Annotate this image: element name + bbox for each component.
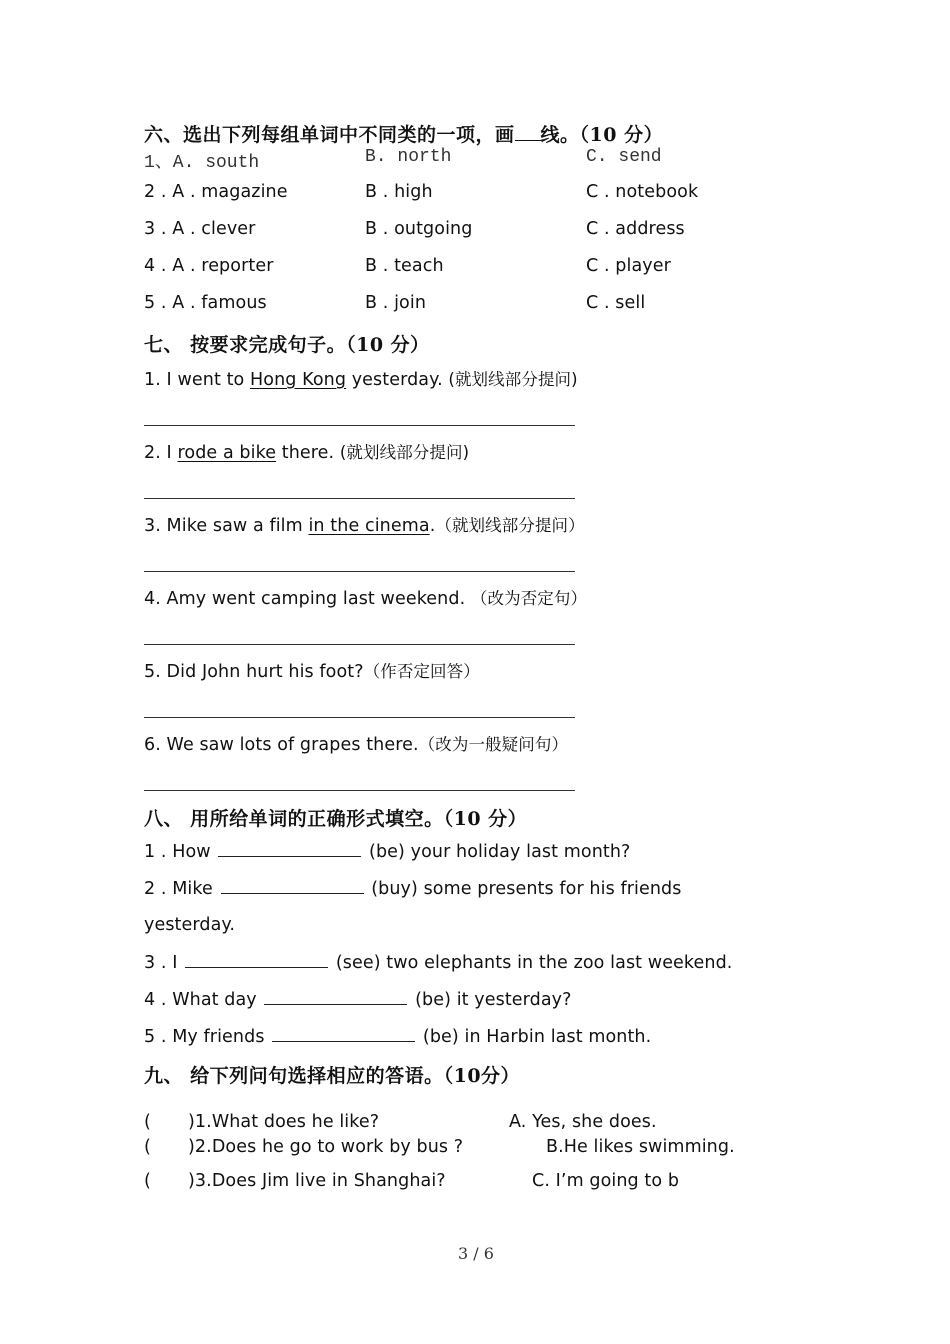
answer-paren[interactable]: ( bbox=[144, 1112, 151, 1132]
underlined-phrase: Hong Kong bbox=[250, 370, 347, 390]
s6-item1-a: 1、A. south bbox=[144, 153, 260, 173]
answer-line-5[interactable] bbox=[144, 717, 575, 718]
answer-paren[interactable]: ( bbox=[144, 1171, 151, 1191]
s7-item2: 2. I rode a bike there. (就划线部分提问) bbox=[144, 443, 470, 463]
s6-item3-b: B . outgoing bbox=[365, 219, 473, 239]
section6-heading-score: 线。（10 分） bbox=[540, 124, 664, 146]
s8-item1: 1 . How (be) your holiday last month? bbox=[144, 842, 631, 862]
s6-item5-b: B . join bbox=[365, 293, 427, 313]
fill-blank-1[interactable] bbox=[218, 840, 361, 857]
s9-item2: ( )2.Does he go to work by bus ? bbox=[144, 1137, 464, 1157]
answer-line-4[interactable] bbox=[144, 644, 575, 645]
s6-item3-c: C . address bbox=[586, 219, 685, 239]
s7-item3: 3. Mike saw a film in the cinema.（就划线部分提问） bbox=[144, 516, 585, 536]
s6-item4-a: 4 . A . reporter bbox=[144, 256, 274, 276]
instruction-note: （改为一般疑问句） bbox=[418, 735, 569, 754]
s6-item2-a: 2 . A . magazine bbox=[144, 182, 288, 202]
s7-item6: 6. We saw lots of grapes there.（改为一般疑问句） bbox=[144, 735, 569, 755]
s8-item3: 3 . I (see) two elephants in the zoo last weekend. bbox=[144, 953, 733, 973]
page-number: 3 / 6 bbox=[458, 1244, 494, 1263]
s6-item5-a: 5 . A . famous bbox=[144, 293, 267, 313]
s6-item1-c: C. send bbox=[586, 147, 662, 167]
s6-item1-b: B. north bbox=[365, 147, 452, 167]
s9-answer-b: B.He likes swimming. bbox=[546, 1137, 735, 1157]
instruction-note: （就划线部分提问） bbox=[435, 516, 585, 535]
s6-item4-b: B . teach bbox=[365, 256, 444, 276]
s6-item3-a: 3 . A . clever bbox=[144, 219, 256, 239]
instruction-note: (就划线部分提问) bbox=[448, 370, 578, 389]
s6-item5-c: C . sell bbox=[586, 293, 646, 313]
s6-item2-b: B . high bbox=[365, 182, 433, 202]
s7-item1: 1. I went to Hong Kong yesterday. (就划线部分提问) bbox=[144, 370, 578, 390]
s8-item2: 2 . Mike (buy) some presents for his friends bbox=[144, 879, 682, 899]
underline-blank bbox=[515, 122, 541, 141]
s8-item5: 5 . My friends (be) in Harbin last month. bbox=[144, 1027, 652, 1047]
fill-blank-4[interactable] bbox=[264, 988, 407, 1005]
s8-item4: 4 . What day (be) it yesterday? bbox=[144, 990, 572, 1010]
answer-line-3[interactable] bbox=[144, 571, 575, 572]
s6-item4-c: C . player bbox=[586, 256, 671, 276]
section9-heading: 九、 给下列问句选择相应的答语。（10分） bbox=[144, 1065, 521, 1087]
fill-blank-5[interactable] bbox=[272, 1025, 415, 1042]
answer-line-6[interactable] bbox=[144, 790, 575, 791]
section6-heading-text: 六、选出下列每组单词中不同类的一项，画 bbox=[144, 124, 515, 146]
s8-item2-continuation: yesterday. bbox=[144, 915, 236, 935]
s7-item5: 5. Did John hurt his foot?（作否定回答） bbox=[144, 662, 480, 682]
underlined-phrase: rode a bike bbox=[177, 443, 277, 463]
section6-heading bbox=[144, 120, 663, 147]
s9-answer-c: C. I’m going to b bbox=[532, 1171, 680, 1191]
fill-blank-3[interactable] bbox=[185, 951, 328, 968]
fill-blank-2[interactable] bbox=[221, 877, 364, 894]
s9-item1: ( )1.What does he like? bbox=[144, 1112, 380, 1132]
answer-paren[interactable]: ( bbox=[144, 1137, 151, 1157]
underlined-phrase: in the cinema bbox=[308, 516, 430, 536]
s6-item2-c: C . notebook bbox=[586, 182, 699, 202]
answer-line-2[interactable] bbox=[144, 498, 575, 499]
instruction-note: (就划线部分提问) bbox=[339, 443, 470, 462]
answer-line-1[interactable] bbox=[144, 425, 575, 426]
section7-heading: 七、 按要求完成句子。（10 分） bbox=[144, 334, 430, 356]
s9-answer-a: A. Yes, she does. bbox=[509, 1112, 657, 1132]
instruction-note: （作否定回答） bbox=[363, 662, 480, 681]
s7-item4: 4. Amy went camping last weekend. （改为否定句） bbox=[144, 589, 588, 609]
s9-item3: ( )3.Does Jim live in Shanghai? bbox=[144, 1171, 446, 1191]
section8-heading: 八、 用所给单词的正确形式填空。（10 分） bbox=[144, 808, 528, 830]
instruction-note: （改为否定句） bbox=[470, 589, 588, 608]
